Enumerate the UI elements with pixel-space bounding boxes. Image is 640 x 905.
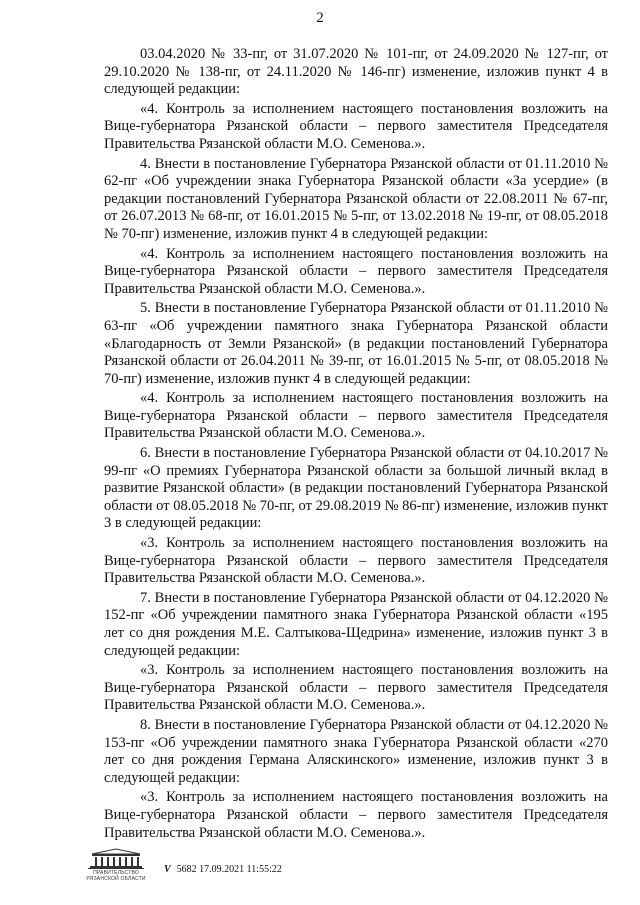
paragraph-quote: «3. Контроль за исполнением настоящего постановления возложить на Вице-губернатора Рязанской области – первого заместителя Председателя Правительства Рязанской области М.О. Семенова.». [104, 662, 608, 714]
paragraph-item-5: 5. Внести в постановление Губернатора Рязанской области от 01.11.2010 № 63-пг «Об учреждении памятного знака Губернатора Рязанской области «Благодарность от Земли Рязанской» (в редакции постановлений Губернатора Рязанской области от 26.04.2011 № 39-пг, от 16.01.2015 № 5-пг, от 08.05.2018 № 70-пг) изменение, изложив пункт 4 в следующей редакции: [104, 300, 608, 387]
paragraph-quote: «3. Контроль за исполнением настоящего постановления возложить на Вице-губернатора Рязанской области – первого заместителя Председателя Правительства Рязанской области М.О. Семенова.». [104, 535, 608, 587]
paragraph-item-8: 8. Внести в постановление Губернатора Рязанской области от 04.12.2020 № 153-пг «Об учреждении памятного знака Губернатора Рязанской области «270 лет со дня рождения Германа Аляскинского» изменение, изложив пункт 3 в следующей редакции: [104, 716, 608, 786]
paragraph-quote: «4. Контроль за исполнением настоящего постановления возложить на Вице-губернатора Рязанской области – первого заместителя Председателя Правительства Рязанской области М.О. Семенова.». [104, 390, 608, 442]
paragraph-item-4: 4. Внести в постановление Губернатора Рязанской области от 01.11.2010 № 62-пг «Об учреждении знака Губернатора Рязанской области «За усердие» (в редакции постановлений Губернатора Рязанской области от 22.08.2011 № 67-пг, от 26.07.2013 № 68-пг, от 16.01.2015 № 5-пг, от 13.02.2018 № 19-пг, от 08.05.2018 № 70-пг) изменение, изложив пункт 4 в следующей редакции: [104, 155, 608, 242]
stamp-caption: ПРАВИТЕЛЬСТВО РЯЗАНСКОЙ ОБЛАСТИ [86, 870, 146, 882]
document-body [104, 46, 608, 844]
government-building-icon [88, 848, 144, 869]
paragraph-continuation: 03.04.2020 № 33-пг, от 31.07.2020 № 101-пг, от 24.09.2020 № 127-пг, от 29.10.2020 № 138-пг, от 24.11.2020 № 146-пг) изменение, изложив пункт 4 в следующей редакции: [104, 46, 608, 98]
registry-text: 5682 17.09.2021 11:55:22 [176, 864, 282, 875]
page-number: 2 [316, 10, 324, 26]
paragraph-quote: «4. Контроль за исполнением настоящего постановления возложить на Вице-губернатора Рязанской области – первого заместителя Председателя Правительства Рязанской области М.О. Семенова.». [104, 100, 608, 152]
paragraph-quote: «3. Контроль за исполнением настоящего постановления возложить на Вице-губернатора Рязанской области – первого заместителя Председателя Правительства Рязанской области М.О. Семенова.». [104, 789, 608, 841]
paragraph-quote: «4. Контроль за исполнением настоящего постановления возложить на Вице-губернатора Рязанской области – первого заместителя Председателя Правительства Рязанской области М.О. Семенова.». [104, 245, 608, 297]
registry-number [164, 864, 282, 875]
paragraph-item-6: 6. Внести в постановление Губернатора Рязанской области от 04.10.2017 № 99-пг «О премиях Губернатора Рязанской области за большой личный вклад в развитие Рязанской области» (в редакции постановлений Губернатора Рязанской области от 08.05.2018 № 70-пг, от 29.08.2019 № 86-пг) изменение, изложив пункт 3 в следующей редакции: [104, 445, 608, 532]
document-footer [80, 848, 480, 888]
registry-mark: V [164, 864, 171, 875]
paragraph-item-7: 7. Внести в постановление Губернатора Рязанской области от 04.12.2020 № 152-пг «Об учреждении памятного знака Губернатора Рязанской области «195 лет со дня рождения М.Е. Салтыкова-Щедрина» изменение, изложив пункт 3 в следующей редакции: [104, 589, 608, 659]
